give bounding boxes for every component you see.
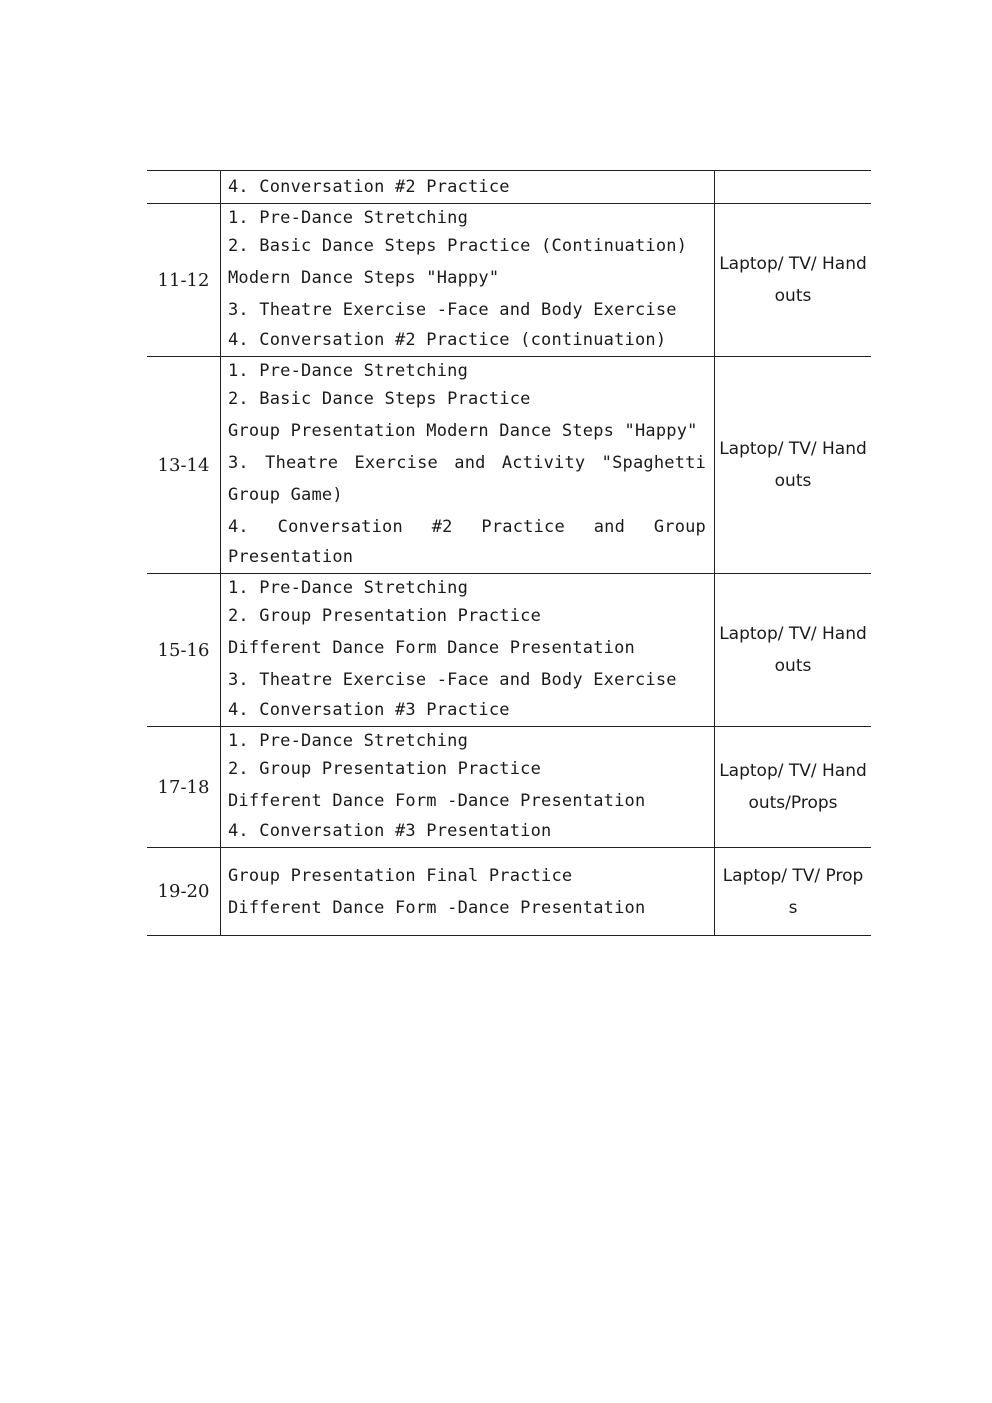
materials-cell	[715, 204, 872, 357]
activities-cell	[221, 204, 715, 357]
activity-line: 1. Pre-Dance Stretching	[228, 361, 469, 381]
activities-cell	[221, 171, 715, 204]
activity-line: Different Dance Form -Dance Presentation	[228, 791, 646, 811]
activity-line: 2. Basic Dance Steps Practice (Continuation)	[228, 236, 688, 256]
activity-line: 3. Theatre Exercise -Face and Body Exercise	[228, 300, 677, 320]
week-cell: 13-14	[147, 357, 221, 574]
activity-line: Different Dance Form Dance Presentation	[228, 638, 635, 658]
activity-line: Group Game)	[228, 485, 343, 505]
activity-line: 1. Pre-Dance Stretching	[228, 731, 469, 751]
materials-cell	[715, 848, 872, 936]
materials-cell	[715, 574, 872, 727]
activities-cell	[221, 727, 715, 848]
activity-line: 2. Group Presentation Practice	[228, 606, 542, 626]
activity-line: 2. Basic Dance Steps Practice	[228, 389, 531, 409]
activity-line: 4. Conversation #2 Practice and Group	[228, 517, 706, 537]
activity-line: Modern Dance Steps "Happy"	[228, 268, 500, 288]
schedule-table	[147, 170, 871, 936]
materials-cell	[715, 727, 872, 848]
week-cell: 11-12	[147, 204, 221, 357]
materials-text: Laptop/ TV/ Handouts	[719, 439, 867, 491]
materials-cell	[715, 357, 872, 574]
activity-line: Group Presentation Modern Dance Steps "Happy"	[228, 421, 698, 441]
activity-line: 3. Theatre Exercise and Activity "Spaghetti	[228, 453, 706, 473]
activity-line: Presentation	[228, 547, 354, 567]
week-cell: 15-16	[147, 574, 221, 727]
table-row	[147, 727, 871, 848]
materials-text: Laptop/ TV/ Handouts	[719, 254, 867, 306]
activity-line: 3. Theatre Exercise -Face and Body Exercise	[228, 670, 677, 690]
table-row	[147, 171, 871, 204]
activity-line: 4. Conversation #3 Presentation	[228, 821, 552, 841]
activities-cell	[221, 574, 715, 727]
table-row	[147, 848, 871, 936]
table-row	[147, 357, 871, 574]
activity-line: 1. Pre-Dance Stretching	[228, 208, 469, 228]
table-row	[147, 574, 871, 727]
materials-text: Laptop/ TV/ Handouts	[719, 624, 867, 676]
activity-line: 1. Pre-Dance Stretching	[228, 578, 469, 598]
materials-text: Laptop/ TV/ Handouts/Props	[719, 761, 867, 813]
materials-cell	[715, 171, 872, 204]
activity-line: 4. Conversation #2 Practice	[228, 177, 510, 197]
week-cell	[147, 171, 221, 204]
activity-line: Group Presentation Final Practice	[228, 865, 573, 886]
activities-cell	[221, 357, 715, 574]
activities-cell	[221, 848, 715, 936]
materials-text: Laptop/ TV/ Props	[722, 865, 864, 918]
week-cell: 17-18	[147, 727, 221, 848]
activity-line: Different Dance Form -Dance Presentation	[228, 897, 646, 918]
activity-line: 2. Group Presentation Practice	[228, 759, 542, 779]
activity-line: 4. Conversation #2 Practice (continuation)	[228, 330, 667, 350]
table-row	[147, 204, 871, 357]
activity-line: 4. Conversation #3 Practice	[228, 700, 510, 720]
week-cell: 19-20	[147, 848, 221, 936]
